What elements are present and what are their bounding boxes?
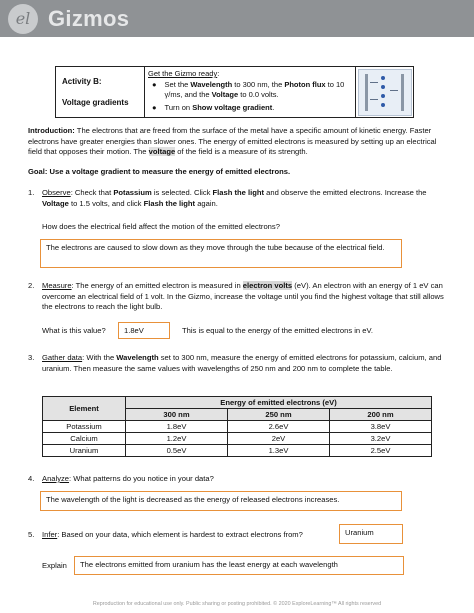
gizmos-header — [0, 0, 474, 37]
question-number: 3. — [28, 353, 35, 362]
electron-icon — [381, 76, 385, 80]
field-arrow-icon — [390, 90, 398, 91]
field-arrow-icon — [370, 99, 378, 100]
activity-title: Voltage gradients — [62, 98, 129, 107]
activity-label: Activity B: — [62, 77, 102, 86]
bullet-icon: ● — [152, 103, 157, 112]
col-header-energy: Energy of emitted electrons (eV) — [126, 397, 432, 409]
get-ready-heading: Get the Gizmo ready: — [148, 69, 220, 78]
q5-answer-field[interactable]: Uranium — [339, 524, 403, 544]
col-header-250nm: 250 nm — [228, 409, 330, 421]
q1-answer-field[interactable]: The electrons are caused to slow down as they move through the tube because of the electrical field. — [40, 239, 402, 268]
bullet-icon: ● — [152, 80, 157, 89]
table-row — [43, 445, 432, 457]
q4-instructions: Analyze: What patterns do you notice in your data? — [42, 474, 214, 483]
table-cell[interactable]: 1.8eV — [126, 421, 228, 433]
data-table — [42, 396, 432, 457]
electrode-plate-icon — [401, 74, 404, 111]
table-cell[interactable]: 1.2eV — [126, 433, 228, 445]
ready-colon: : — [217, 69, 220, 78]
col-header-200nm: 200 nm — [330, 409, 432, 421]
q1-instructions: Observe: Check that Potassium is selected. Click Flash the light and observe the emitted electrons. Increase the Voltage to 1.5 volts, and click Flash the light again. — [42, 188, 427, 208]
table-cell[interactable]: 0.5eV — [126, 445, 228, 457]
table-cell[interactable]: 2eV — [228, 433, 330, 445]
explorelearning-logo-icon: el — [8, 4, 38, 34]
setup-bullet-2: ● Turn on Show voltage gradient. — [152, 103, 275, 112]
question-number: 4. — [28, 474, 35, 483]
gizmo-setup-cell — [145, 67, 356, 117]
q2-ask: What is this value? — [42, 326, 106, 335]
explain-answer-field[interactable]: The electrons emitted from uranium has the least energy at each wavelength — [74, 556, 404, 575]
setup-bullet-1: ● Set the Wavelength to 300 nm, the Photon flux to 10 γ/ms, and the Voltage to 0.0 volts. — [152, 80, 345, 99]
gizmo-thumbnail-icon — [358, 69, 412, 116]
brand-title: Gizmos — [48, 6, 130, 31]
electron-icon — [381, 103, 385, 107]
q4-answer-field[interactable]: The wavelength of the light is decreased as the energy of released electrons increases. — [40, 491, 402, 511]
introduction-paragraph: Introduction: The electrons that are freed from the surface of the metal have a specific amount of kinetic energy. Faster electrons have greater energies than slower ones. The energy of emitted electrons is measured by setting up an electrical field that opposes their motion. The voltage of the field is a measure of its strength. — [28, 126, 437, 156]
explain-label: Explain — [42, 561, 67, 570]
table-cell[interactable]: 3.8eV — [330, 421, 432, 433]
table-row — [43, 421, 432, 433]
table-cell[interactable]: 1.3eV — [228, 445, 330, 457]
table-row — [43, 433, 432, 445]
q1-question: How does the electrical field affect the motion of the emitted electrons? — [42, 222, 280, 231]
activity-label-cell — [56, 67, 145, 117]
electrode-plate-icon — [365, 74, 368, 111]
question-number: 2. — [28, 281, 35, 290]
copyright-footer: Reproduction for educational use only. Public sharing or posting prohibited. © 2020 ExploreLearning™ All rights reserved — [92, 601, 382, 607]
row-element: Potassium — [43, 421, 126, 433]
table-cell[interactable]: 2.5eV — [330, 445, 432, 457]
goal-statement: Goal: Use a voltage gradient to measure the energy of emitted electrons. — [28, 167, 291, 176]
row-element: Calcium — [43, 433, 126, 445]
table-cell[interactable]: 3.2eV — [330, 433, 432, 445]
q2-instructions: Measure: The energy of an emitted electron is measured in electron volts (eV). An electron with an energy of 1 eV can overcome an electrical field of 1 volt. In the Gizmo, increase the voltage until you find the highest voltage that still allows the electrons to reach the light bulb. — [42, 281, 444, 311]
question-number: 5. — [28, 530, 35, 539]
q2-note: This is equal to the energy of the emitted electrons in eV. — [182, 326, 373, 335]
electron-icon — [381, 94, 385, 98]
col-header-element: Element — [43, 397, 126, 421]
row-element: Uranium — [43, 445, 126, 457]
field-arrow-icon — [370, 82, 378, 83]
activity-box — [55, 66, 414, 118]
table-cell[interactable]: 2.6eV — [228, 421, 330, 433]
q5-instructions: Infer: Based on your data, which element is hardest to extract electrons from? — [42, 530, 303, 539]
question-number: 1. — [28, 188, 35, 197]
q3-instructions: Gather data: With the Wavelength set to 300 nm, measure the energy of emitted electrons for potassium, calcium, and uranium. Then measure the same values with wavelengths of 250 nm and 200 nm to complete the table. — [42, 353, 442, 373]
col-header-300nm: 300 nm — [126, 409, 228, 421]
electron-icon — [381, 85, 385, 89]
q2-answer-field[interactable]: 1.8eV — [118, 322, 170, 339]
